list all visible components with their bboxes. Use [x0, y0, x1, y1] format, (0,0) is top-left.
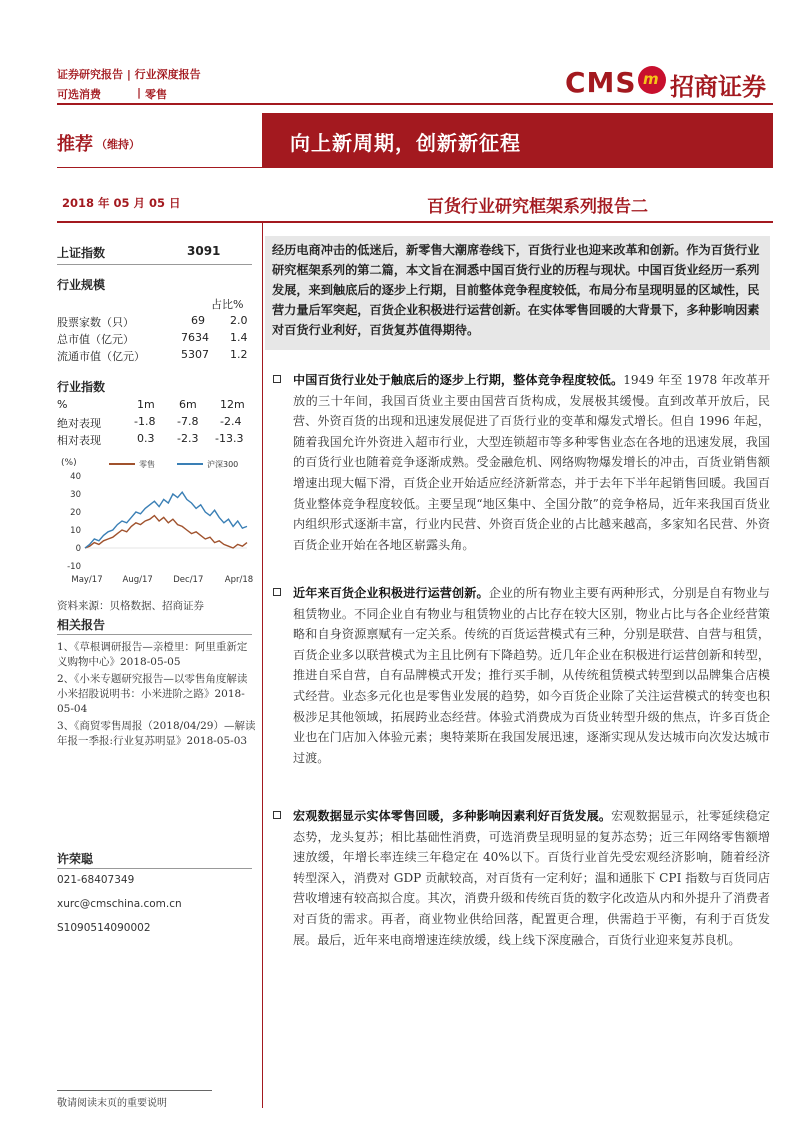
perf-row-label: 相对表现: [57, 434, 101, 447]
section-macro-recovery: [273, 806, 770, 950]
section-lead: 近年来百货企业积极进行运营创新。: [293, 586, 489, 600]
section-body: 宏观数据显示，社零延续稳定态势，龙头复苏；相比基础性消费，可选消费呈现明显的复苏态势；近三年网络零售额增速放缓，年增长率连续三年稳定在 40%以下。百货行业首先受宏观经济影响，随着经济转型深入，消费对 GDP 贡献较高，对百货有一定利好；温和通胀下 CPI 指数与百货同店营收增速有较高拟合度。其次，消费升级和传统百货的数字化改造从内和外提升了消费者对百货的需求。再者，商业物业供给回落，配置更合理，供需趋于平衡，有利于百货发展。最后，近年来电商增速连续放缓，线上线下深度融合，百货行业迎来复苏良机。: [293, 809, 770, 947]
scale-heading: 行业规模: [57, 278, 106, 292]
sector-separator: |: [137, 86, 142, 99]
footer-rule: [57, 1090, 212, 1091]
analyst-phone: 021-68407349: [57, 874, 135, 886]
analyst-email[interactable]: xurc@cmschina.com.cn: [57, 898, 182, 910]
scale-row: [57, 314, 252, 330]
perf-6m: -7.8: [177, 415, 199, 428]
divider: [57, 634, 252, 635]
perf-row: [57, 432, 252, 448]
y-tick-label: 30: [70, 490, 81, 500]
column-divider: [262, 223, 263, 1108]
logo-cms-text: CMS: [565, 66, 637, 99]
subtitle-rule: [57, 221, 773, 223]
index-row: [57, 244, 252, 260]
chart-legend: [109, 459, 238, 469]
report-type: 证券研究报告 | 行业深度报告: [57, 68, 201, 81]
perf-col: 12m: [220, 398, 245, 411]
report-subtitle: 百货行业研究框架系列报告二: [427, 197, 648, 217]
analyst-license: S1090514090002: [57, 922, 151, 934]
y-tick-label: 20: [70, 508, 81, 518]
section-bottom-cycle: [273, 370, 770, 555]
rating-sub: （维持）: [96, 138, 140, 151]
logo-emblem-icon: m: [638, 66, 666, 94]
divider: [57, 264, 252, 265]
scale-row-pct: 1.4: [230, 331, 248, 344]
perf-col: 6m: [179, 398, 197, 411]
scale-row: [57, 331, 252, 347]
section-operation-innovation: [273, 583, 770, 768]
perf-col: %: [57, 398, 68, 411]
perf-12m: -2.4: [220, 415, 242, 428]
chart-source: 资料来源：贝格数据、招商证券: [57, 600, 204, 612]
section-lead: 宏观数据显示实体零售回暖，多种影响因素利好百货发展。: [293, 809, 612, 823]
sub-sector-label: 零售: [145, 88, 167, 101]
scale-row-label: 股票家数（只）: [57, 316, 134, 329]
perf-heading: 行业指数: [57, 380, 106, 394]
perf-header-row: [57, 398, 252, 414]
report-date: 2018 年 05 月 05 日: [62, 196, 181, 210]
y-tick-label: -10: [67, 562, 81, 572]
scale-row-pct: 1.2: [230, 348, 248, 361]
section-body: 1949 年至 1978 年改革开放的三十年间，我国百货业主要由国营百货构成，发展极其缓慢。直到改革开放后，民营、外资百货的出现和迅速发展促进了百货行业的变革和爆发式增长。但自 1996 年起，随着我国允许外资进入超市行业，大型连锁超市等多种零售业态在各地的迅速发展，我国的百货行业也随着竞争逐渐成熟。受金融危机、网络购物爆发增长的冲击，百货业销售额增速出现大幅下滑，百货企业开始适应经济新常态，并于去年下半年起销售回暖。我国百货业整体竞争程度较低。主要呈现“地区集中、全国分散”的竞争格局，近年来我国百货业内组织形式逐渐丰富，行业内民营、外资百货企业的占比越来越高，多家知名民营、外资百货企业开始在各地区崭露头角。: [293, 373, 770, 552]
sector-label: 可选消费: [57, 88, 101, 101]
related-report-item[interactable]: 3、《商贸零售周报（2018/04/29）—解读年报一季报:行业复苏明显》2018-05-03: [57, 720, 256, 747]
title-banner: [262, 113, 773, 167]
legend-label-retail: 零售: [139, 460, 155, 469]
bullet-icon: [273, 811, 281, 819]
logo-cn-text: 招商证券: [670, 73, 766, 101]
header-rule: [57, 103, 773, 105]
scale-row-value: 7634: [181, 331, 209, 344]
related-heading: 相关报告: [57, 618, 106, 632]
bullet-icon: [273, 375, 281, 383]
perf-row-label: 绝对表现: [57, 417, 101, 430]
perf-1m: -1.8: [134, 415, 156, 428]
chart-unit-label: (%): [61, 458, 77, 468]
analyst-name: 许荣聪: [57, 852, 94, 866]
perf-12m: -13.3: [215, 432, 244, 445]
related-report-item[interactable]: 2、《小米专题研究报告—以零售角度解读小米招股说明书：小米进阶之路》2018-05-04: [57, 673, 248, 715]
y-tick-label: 0: [75, 544, 81, 554]
y-tick-label: 40: [70, 472, 81, 482]
scale-row-value: 5307: [181, 348, 209, 361]
divider: [57, 868, 252, 869]
perf-row: [57, 415, 252, 431]
footer-disclaimer: 敬请阅读末页的重要说明: [57, 1098, 167, 1109]
index-label: 上证指数: [57, 246, 106, 260]
report-main-title: 向上新周期，创新新征程: [290, 131, 521, 155]
related-report-item[interactable]: 1、《草根调研报告—亲橙里：阿里重新定义购物中心》2018-05-05: [57, 641, 248, 668]
title-rule: [57, 167, 773, 168]
x-tick-label: Dec/17: [173, 575, 204, 585]
section-body: 企业的所有物业主要有两种形式，分别是自有物业与租赁物业。不同企业自有物业与租赁物业的占比存在较大区别，物业占比与各企业经营策略和自身资源禀赋有一定关系。传统的百货运营模式有三种，分别是联营、自营与租赁，百货企业多以联营模式为主且比例有下降趋势。近几年企业在积极进行运营创新和转型，推进自采自营，自有品牌模式开发；推行买手制，从传统租赁模式转型到以品牌集合店模式经营。业态多元化也是零售业发展的趋势，如今百货企业除了关注运营模式的转变也积极涉足其他领域，拓展跨业态经营。体验式消费成为百货业转型升级的焦点，许多百货企业也在门店加入体验元素；奥特莱斯在我国发展迅速，逐渐实现从发达城市向次发达城市过渡。: [293, 586, 770, 765]
perf-6m: -2.3: [177, 432, 199, 445]
index-performance-chart: [57, 452, 257, 592]
x-tick-label: May/17: [71, 575, 103, 585]
y-tick-label: 10: [70, 526, 81, 536]
x-tick-label: Apr/18: [224, 575, 254, 585]
scale-row-label: 流通市值（亿元）: [57, 350, 145, 363]
cms-logo: [565, 60, 775, 100]
perf-col: 1m: [137, 398, 155, 411]
section-lead: 中国百货行业处于触底后的逐步上行期，整体竞争程度较低。: [293, 373, 624, 387]
index-value: 3091: [187, 244, 221, 258]
x-tick-label: Aug/17: [122, 575, 153, 585]
scale-row-value: 69: [191, 314, 205, 327]
scale-row: [57, 348, 252, 364]
scale-row-label: 总市值（亿元）: [57, 333, 134, 346]
scale-col-header: 占比%: [211, 298, 244, 311]
perf-1m: 0.3: [137, 432, 155, 445]
rating-label: 推荐: [57, 134, 93, 155]
bullet-icon: [273, 588, 281, 596]
scale-row-pct: 2.0: [230, 314, 248, 327]
summary-box: 经历电商冲击的低迷后，新零售大潮席卷线下，百货行业也迎来改革和创新。作为百货行业研究框架系列的第二篇，本文旨在洞悉中国百货行业的历程与现状。中国百货业经历一系列发展，来到触底后的逐步上行期，目前整体竞争程度较低，布局分布呈现明显的区域性，民营力量后军突起，百货企业积极进行运营创新。在实体零售回暖的大背景下，多种影响因素对百货行业利好，百货复苏值得期待。: [265, 236, 770, 350]
legend-label-hs300: 沪深300: [207, 460, 239, 469]
